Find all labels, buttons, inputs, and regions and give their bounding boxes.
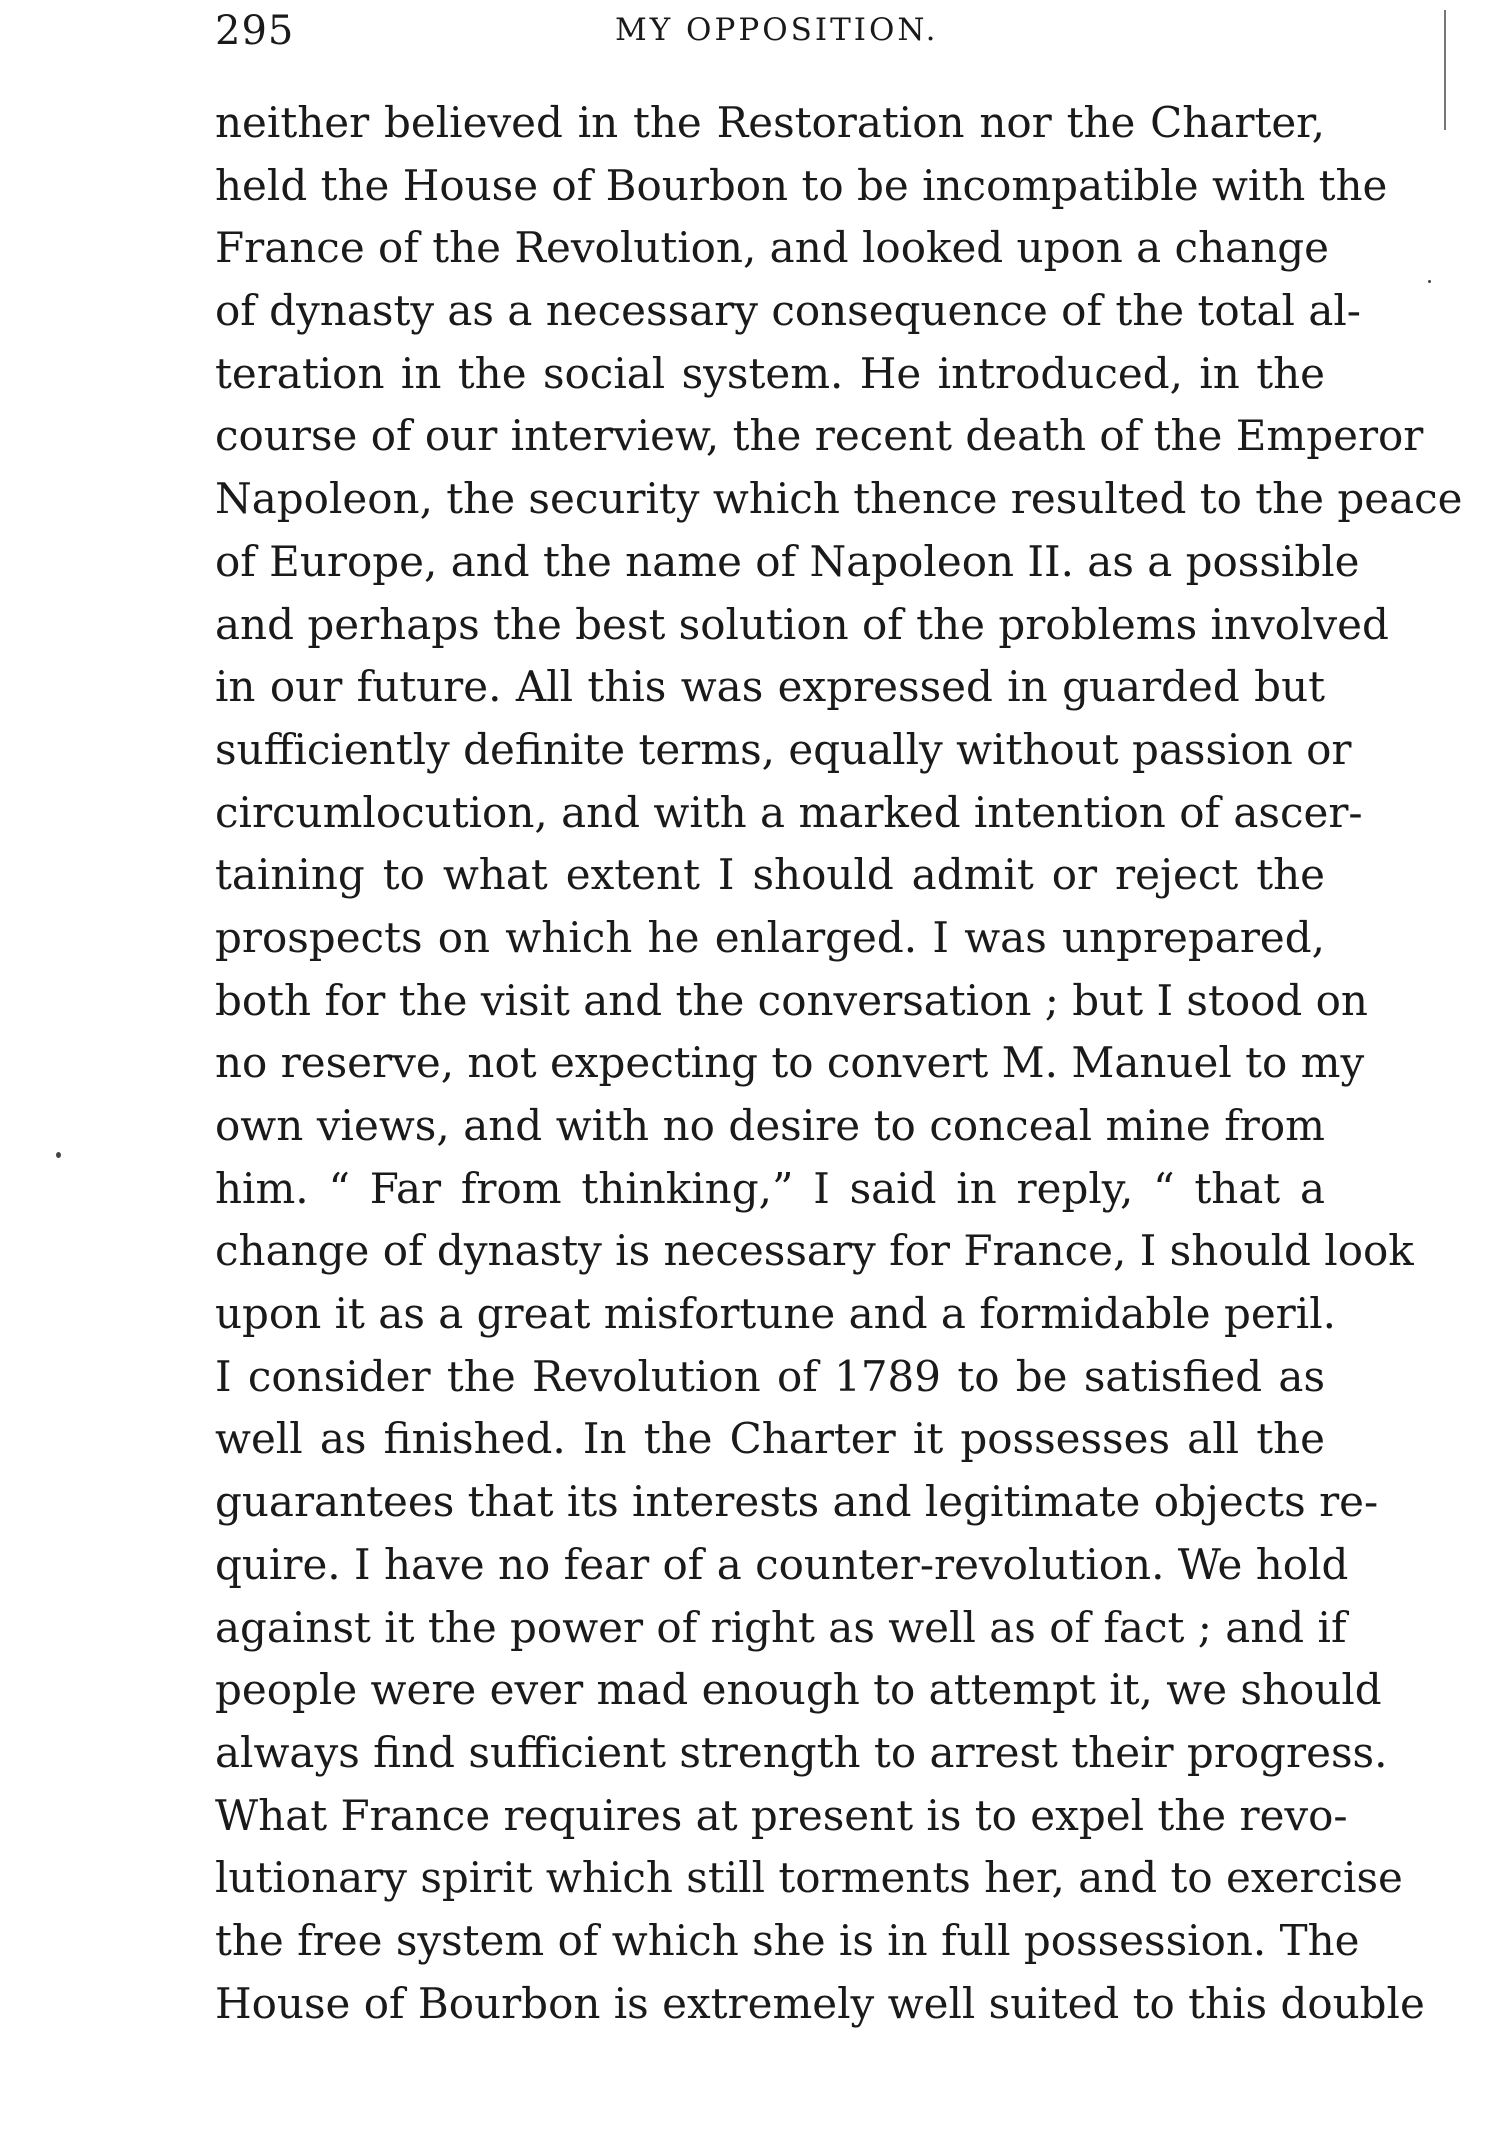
page-number: 295 xyxy=(215,8,295,54)
text-line: Napoleon, the security which thence resulted to the peace xyxy=(215,474,1463,524)
running-head: MY OPPOSITION. xyxy=(615,12,939,48)
text-line: France of the Revolution, and looked upon a change xyxy=(215,223,1329,273)
text-line: of dynasty as a necessary consequence of the total al- xyxy=(215,286,1361,336)
text-line: taining to what extent I should admit or reject the xyxy=(215,850,1325,900)
text-line: change of dynasty is necessary for France, I should look xyxy=(215,1226,1414,1276)
scan-speck xyxy=(56,1152,61,1158)
scan-edge-mark xyxy=(1444,10,1446,130)
text-line: own views, and with no desire to conceal mine from xyxy=(215,1101,1325,1150)
body-text xyxy=(215,92,1463,2035)
text-line: I consider the Revolution of 1789 to be satisfied as xyxy=(215,1351,1325,1401)
text-line: both for the visit and the conversation ; but I stood on xyxy=(215,975,1368,1025)
page-header xyxy=(215,8,1335,58)
text-line: in our future. All this was expressed in guarded but xyxy=(215,662,1325,712)
text-line: and perhaps the best solution of the problems involved xyxy=(215,599,1389,649)
text-line: sufficiently definite terms, equally without passion or xyxy=(215,724,1352,774)
text-line: no reserve, not expecting to convert M. Manuel to my xyxy=(215,1038,1365,1088)
text-line: well as finished. In the Charter it possesses all the xyxy=(215,1414,1325,1464)
text-line: upon it as a great misfortune and a formidable peril. xyxy=(215,1289,1336,1339)
text-line: against it the power of right as well as of fact ; and if xyxy=(215,1602,1347,1652)
text-line: quire. I have no fear of a counter-revolution. We hold xyxy=(215,1539,1349,1589)
text-line: teration in the social system. He introduced, in the xyxy=(215,348,1325,398)
text-line: lutionary spirit which still torments her, and to exercise xyxy=(215,1853,1403,1903)
text-line: House of Bourbon is extremely well suited to this double xyxy=(215,1978,1425,2028)
text-line: circumlocution, and with a marked intention of ascer- xyxy=(215,787,1363,837)
text-line: neither believed in the Restoration nor the Charter, xyxy=(215,98,1325,147)
text-line: always find sufficient strength to arrest their progress. xyxy=(215,1727,1388,1777)
text-line: people were ever mad enough to attempt it, we should xyxy=(215,1665,1382,1715)
text-line: What France requires at present is to expel the revo- xyxy=(215,1790,1348,1840)
text-line: course of our interview, the recent death of the Emperor xyxy=(215,411,1424,461)
text-line: him. “ Far from thinking,” I said in reply, “ that a xyxy=(215,1163,1325,1213)
text-line: prospects on which he enlarged. I was unprepared, xyxy=(215,912,1325,962)
scan-speck xyxy=(1428,280,1431,283)
text-line: the free system of which she is in full possession. The xyxy=(215,1915,1360,1965)
text-line: guarantees that its interests and legitimate objects re- xyxy=(215,1477,1379,1527)
text-line: held the House of Bourbon to be incompatible with the xyxy=(215,160,1388,210)
text-line: of Europe, and the name of Napoleon II. as a possible xyxy=(215,536,1360,586)
